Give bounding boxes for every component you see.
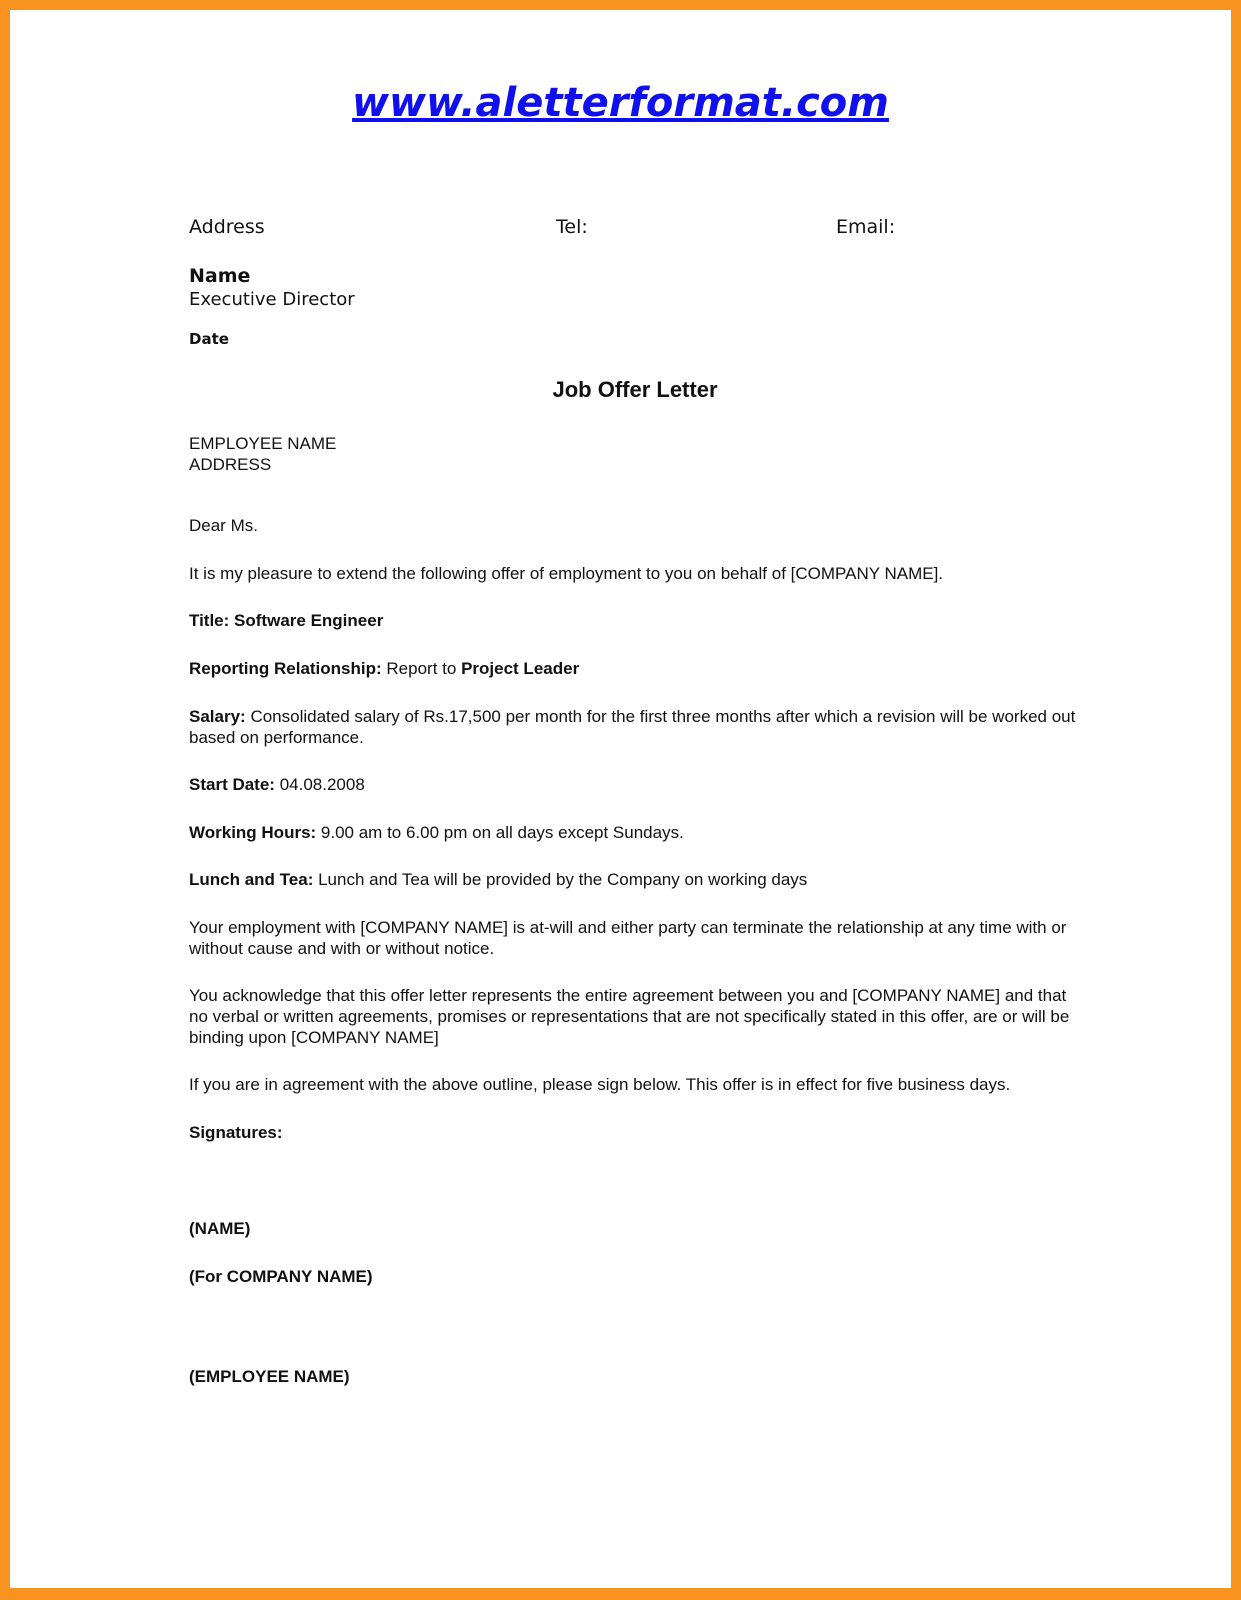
email-label: Email: [836, 216, 896, 238]
sender-name: Name [189, 265, 251, 287]
signature-name: (NAME) [189, 1219, 251, 1238]
lunch-label: Lunch and Tea: [189, 870, 314, 889]
at-will-paragraph: Your employment with [COMPANY NAME] is at-will and either party can terminate the relationship at any time with or without cause and with or without notice. [189, 918, 1067, 958]
address-label: Address [189, 216, 265, 238]
working-hours-label: Working Hours: [189, 823, 317, 842]
lunch-line [189, 869, 1089, 890]
signature-employee: (EMPLOYEE NAME) [189, 1367, 350, 1386]
intro-paragraph: It is my pleasure to extend the following offer of employment to you on behalf of [COMPANY NAME]. [189, 564, 944, 583]
start-date-label: Start Date: [189, 775, 275, 794]
website-link[interactable]: www.aletterformat.com [352, 80, 889, 126]
working-hours-line [189, 822, 1089, 843]
agreement-paragraph: If you are in agreement with the above outline, please sign below. This offer is in effect for five business days. [189, 1075, 1011, 1094]
signatures-label: Signatures: [189, 1123, 283, 1142]
reporting-label: Reporting Relationship: [189, 659, 382, 678]
date-label: Date [189, 330, 229, 348]
reporting-emphasis: Project Leader [461, 659, 580, 678]
lunch-value: Lunch and Tea will be provided by the Company on working days [318, 870, 808, 889]
title-label: Title: [189, 611, 230, 630]
start-date-line [189, 774, 1089, 795]
acknowledge-paragraph: You acknowledge that this offer letter represents the entire agreement between you and [COMPANY NAME] and that no verbal or written agreements, promises or representations that are not specifically stated in this offer, are or will be binding upon [COMPANY NAME] [189, 986, 1070, 1047]
tel-label: Tel: [556, 216, 588, 238]
title-value: Software Engineer [234, 611, 384, 630]
salary-value: Consolidated salary of Rs.17,500 per month for the first three months after which a revision will be worked out based on performance. [189, 707, 1076, 747]
recipient-address: ADDRESS [189, 455, 272, 474]
salutation: Dear Ms. [189, 516, 258, 535]
salary-line [189, 706, 1089, 748]
recipient-name: EMPLOYEE NAME [189, 434, 337, 453]
letter-title: Job Offer Letter [552, 377, 718, 402]
salary-label: Salary: [189, 707, 246, 726]
reporting-value: Report to [386, 659, 457, 678]
start-date-value: 04.08.2008 [279, 775, 365, 794]
sender-title: Executive Director [189, 289, 355, 310]
reporting-line [189, 658, 1089, 679]
working-hours-value: 9.00 am to 6.00 pm on all days except Sundays. [320, 823, 684, 842]
title-line [189, 610, 1089, 631]
signature-company: (For COMPANY NAME) [189, 1267, 373, 1286]
